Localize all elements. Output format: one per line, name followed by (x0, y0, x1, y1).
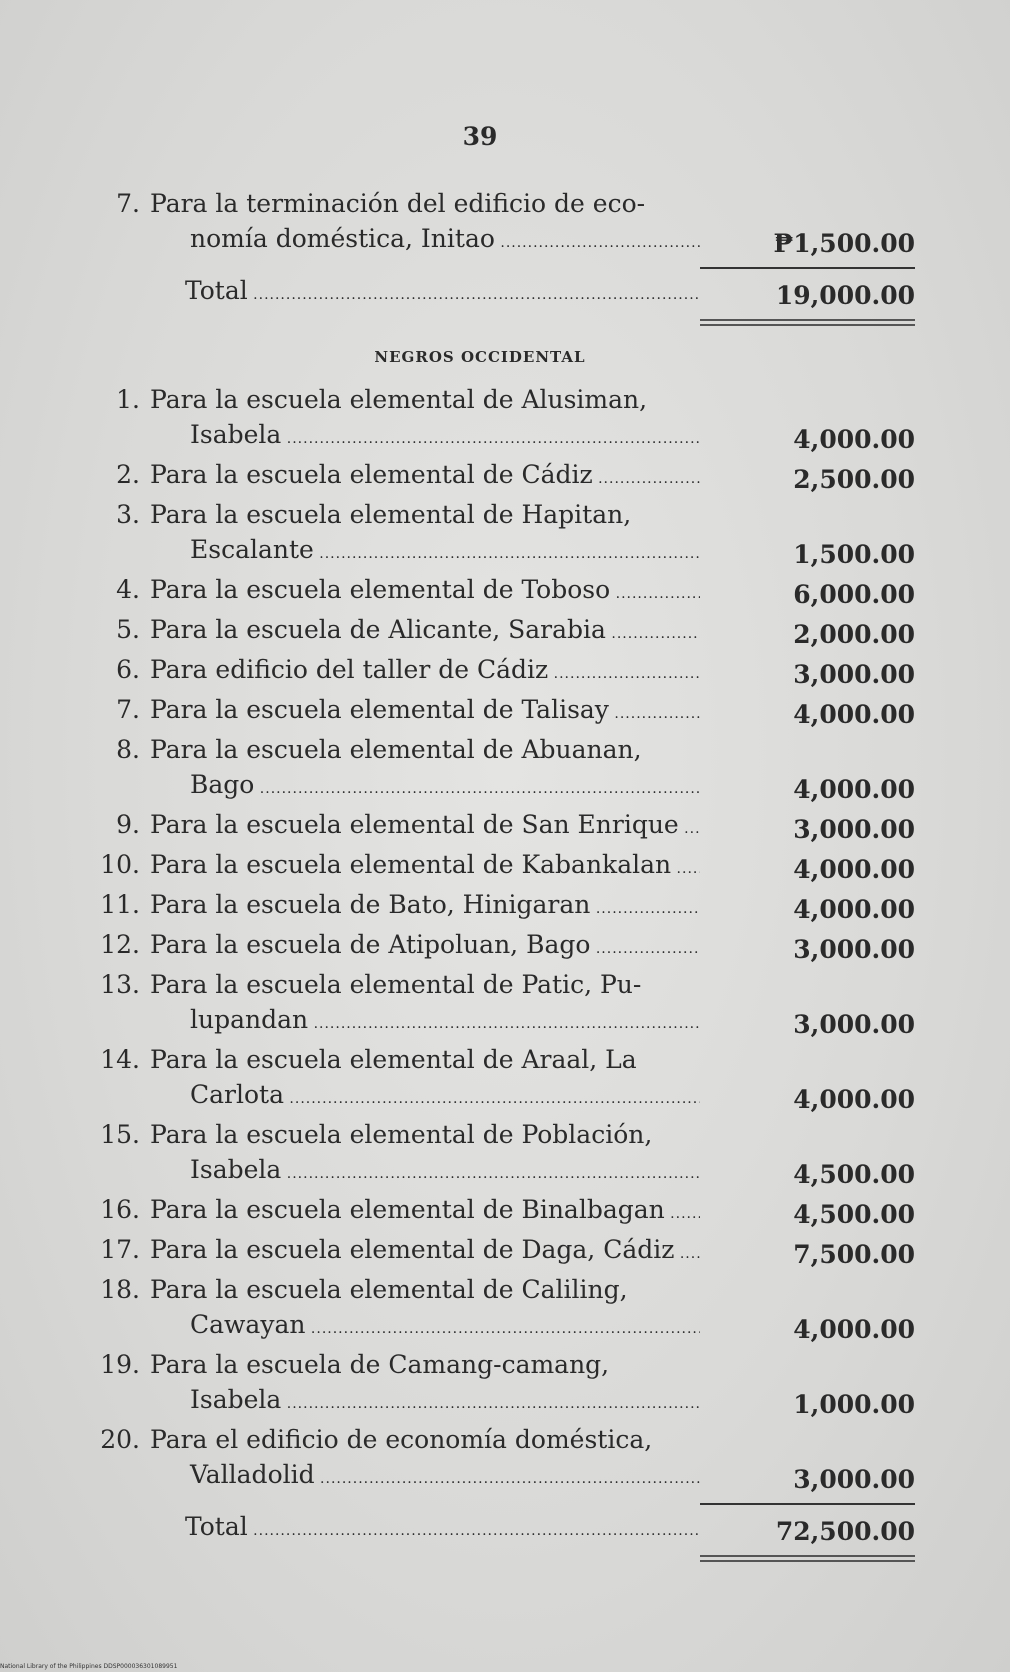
list-item (0, 652, 1010, 692)
item-description: Para el edificio de economía doméstica, (150, 1425, 653, 1454)
item-number: 11. (100, 890, 140, 919)
list-item (0, 612, 1010, 652)
item-description-cont: Bago (190, 770, 255, 799)
item-number: 5. (116, 615, 140, 644)
item-number: 18. (100, 1275, 140, 1304)
item-description: Para la escuela elemental de Abuanan, (150, 735, 642, 764)
item-amount: 1,000.00 (793, 1390, 915, 1419)
total-label: Total (185, 276, 248, 305)
list-item (0, 1117, 1010, 1192)
list-item (0, 732, 1010, 807)
total-row-1 (0, 273, 1010, 313)
item-description: Para la escuela elemental de Alusiman, (150, 385, 648, 414)
total-row-2 (0, 1509, 1010, 1549)
item-description: Para la escuela elemental de Talisay (150, 695, 609, 724)
item-description-cont: Isabela (190, 1385, 282, 1414)
list-item (0, 1347, 1010, 1422)
list-item (0, 1042, 1010, 1117)
item-description: Para la escuela elemental de Kabankalan (150, 850, 672, 879)
list-item (0, 887, 1010, 927)
list-item (0, 692, 1010, 732)
item-amount: 4,000.00 (793, 1315, 915, 1344)
item-number: 9. (116, 810, 140, 839)
item-amount: 4,000.00 (793, 700, 915, 729)
item-amount: 4,500.00 (793, 1160, 915, 1189)
item-amount: 2,000.00 (793, 620, 915, 649)
list-item (0, 572, 1010, 612)
item-number: 7. (116, 695, 140, 724)
total-double-rule (700, 319, 915, 326)
list-item (0, 1272, 1010, 1347)
item-description: Para la escuela elemental de San Enrique (150, 810, 679, 839)
item-amount: 4,500.00 (793, 1200, 915, 1229)
item-description: Para la escuela de Alicante, Sarabia (150, 615, 606, 644)
item-list (0, 382, 1010, 1497)
section-title: NEGROS OCCIDENTAL (374, 348, 586, 366)
item-amount: 3,000.00 (793, 1010, 915, 1039)
list-item (0, 1422, 1010, 1497)
item-amount: 4,000.00 (793, 425, 915, 454)
content (0, 186, 1010, 1562)
item-number: 12. (100, 930, 140, 959)
item-description: Para la terminación del edificio de eco- (150, 189, 646, 218)
item-description: Para la escuela de Camang-camang, (150, 1350, 610, 1379)
total-double-rule-2 (700, 1555, 915, 1562)
footer-credit: National Library of the Philippines DDSP000036301089951 (0, 1663, 178, 1670)
item-amount: 4,000.00 (793, 775, 915, 804)
item-number: 4. (116, 575, 140, 604)
item-amount: 3,000.00 (793, 1465, 915, 1494)
item-description-cont: Cawayan (190, 1310, 306, 1339)
item-description: Para la escuela elemental de Caliling, (150, 1275, 628, 1304)
item-description: Para la escuela elemental de Binalbagan (150, 1195, 665, 1224)
item-description: Para la escuela elemental de Toboso (150, 575, 611, 604)
item-description-cont: Isabela (190, 420, 282, 449)
list-item (0, 807, 1010, 847)
total-amount: 19,000.00 (775, 281, 915, 310)
list-item (0, 382, 1010, 457)
list-item (0, 1192, 1010, 1232)
item-number: 6. (116, 655, 140, 684)
item-description-cont: nomía doméstica, Initao (190, 224, 495, 253)
item-number: 20. (100, 1425, 140, 1454)
page-number: 39 (462, 122, 498, 151)
subtotal-rule-2 (700, 1503, 915, 1505)
list-item (0, 497, 1010, 572)
item-amount: 3,000.00 (793, 815, 915, 844)
top-items (0, 186, 1010, 261)
subtotal-rule (700, 267, 915, 269)
item-number: 16. (100, 1195, 140, 1224)
item-description: Para la escuela elemental de Cádiz (150, 460, 593, 489)
item-description-cont: Escalante (190, 535, 314, 564)
item-description-cont: Valladolid (190, 1460, 315, 1489)
item-amount: 4,000.00 (793, 895, 915, 924)
item-amount: ₱1,500.00 (773, 229, 915, 258)
total-amount: 72,500.00 (775, 1517, 915, 1546)
item-description: Para la escuela elemental de Araal, La (150, 1045, 637, 1074)
item-description-cont: Isabela (190, 1155, 282, 1184)
item-description: Para la escuela elemental de Hapitan, (150, 500, 632, 529)
list-item (0, 927, 1010, 967)
item-number: 1. (116, 385, 140, 414)
item-number: 14. (100, 1045, 140, 1074)
list-item (0, 967, 1010, 1042)
item-number: 13. (100, 970, 140, 999)
item-number: 7. (116, 189, 140, 218)
item-description: Para la escuela de Atipoluan, Bago (150, 930, 591, 959)
item-amount: 4,000.00 (793, 1085, 915, 1114)
item-number: 2. (116, 460, 140, 489)
item-amount: 6,000.00 (793, 580, 915, 609)
item-description: Para la escuela elemental de Daga, Cádiz (150, 1235, 675, 1264)
list-item (0, 186, 1010, 261)
list-item (0, 847, 1010, 887)
item-description: Para la escuela de Bato, Hinigaran (150, 890, 591, 919)
item-number: 17. (100, 1235, 140, 1264)
item-number: 15. (100, 1120, 140, 1149)
item-number: 8. (116, 735, 140, 764)
item-amount: 1,500.00 (793, 540, 915, 569)
item-description-cont: Carlota (190, 1080, 284, 1109)
item-amount: 2,500.00 (793, 465, 915, 494)
item-description: Para edificio del taller de Cádiz (150, 655, 549, 684)
item-number: 19. (100, 1350, 140, 1379)
list-item (0, 457, 1010, 497)
item-description: Para la escuela elemental de Patic, Pu- (150, 970, 642, 999)
item-amount: 7,500.00 (793, 1240, 915, 1269)
item-amount: 3,000.00 (793, 935, 915, 964)
item-number: 3. (116, 500, 140, 529)
item-amount: 4,000.00 (793, 855, 915, 884)
item-description: Para la escuela elemental de Población, (150, 1120, 653, 1149)
total-label: Total (185, 1512, 248, 1541)
list-item (0, 1232, 1010, 1272)
item-description-cont: lupandan (190, 1005, 309, 1034)
item-number: 10. (100, 850, 140, 879)
item-amount: 3,000.00 (793, 660, 915, 689)
